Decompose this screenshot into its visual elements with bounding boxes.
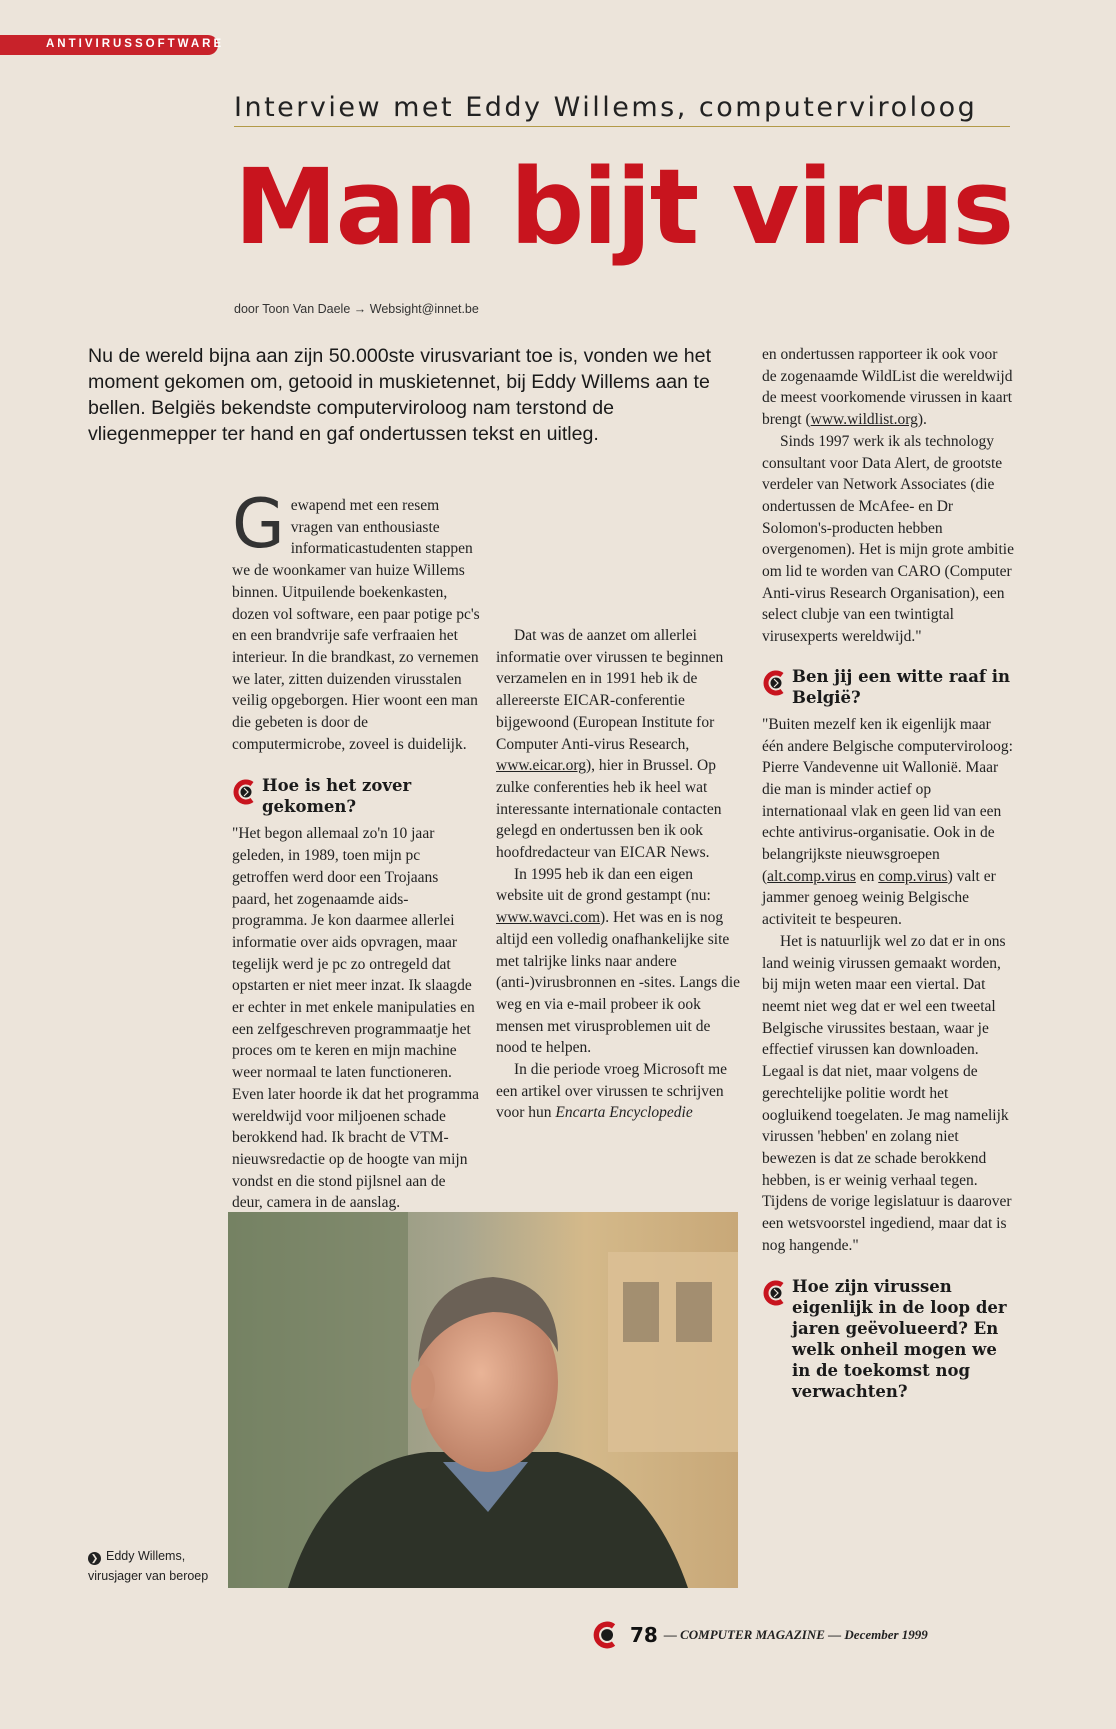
photo-caption: ❯ Eddy Willems, virusjager van beroep bbox=[88, 1549, 209, 1583]
lead-paragraph: Nu de wereld bijna aan zijn 50.000ste virusvariant toe is, vonden we het moment gekomen om, getooid in muskietennet, bij Eddy Willems aan te bellen. Belgiës bekendste computerviroloog nam terstond de vliegenmepper ter hand en gaf ondertussen tekst en uitleg. bbox=[88, 345, 712, 445]
link-eicar[interactable]: www.eicar.org bbox=[496, 757, 586, 775]
kicker-subtitle: Interview met Eddy Willems, computerviroloog bbox=[234, 92, 978, 123]
link-wavci[interactable]: www.wavci.com bbox=[496, 909, 601, 927]
answer-2-paragraph-1: "Buiten mezelf ken ik eigenlijk maar één andere Belgische computerviroloog: Pierre Vandevenne uit Wallonië. Maar die man is minder actief op internationaal vlak en geen lid van een echte antivirus-organisatie. Ook in de belangrijkste nieuwsgroepen (alt.comp.virus en comp.virus) valt er jammer genoeg weinig Belgische activiteit te bespeuren. bbox=[762, 715, 1013, 929]
drop-cap: G bbox=[232, 485, 285, 564]
answer-1-caro-paragraph: Sinds 1997 werk ik als technology consultant voor Data Alert, de grootste verdeler van Network Associates (die ondertussen de McAfee- en Dr Solomon's-producten hebben overgenomen). Het is mijn grote ambitie om lid te worden van CARO (Computer Anti-virus Research Organisation), een select clubje van een twintigtal virusexperts wereldwijd." bbox=[762, 432, 1014, 646]
question-3: Hoe zijn virussen eigenlijk in de loop der jaren geëvolueerd? En welk onheil mogen we in de toekomst nog verwachten? bbox=[762, 1276, 1014, 1402]
red-c-globe-icon bbox=[762, 1280, 788, 1306]
byline-email[interactable]: Websight@innet.be bbox=[369, 302, 479, 316]
portrait-photo bbox=[228, 1212, 738, 1588]
byline-arrow-icon: → bbox=[353, 302, 367, 316]
red-c-globe-icon bbox=[762, 670, 788, 696]
link-comp-virus[interactable]: comp.virus bbox=[878, 867, 948, 885]
column-1 bbox=[232, 485, 480, 1212]
headline: Man bijt virus bbox=[234, 146, 1013, 268]
answer-1-wildlist-paragraph: en ondertussen rapporteer ik ook voor de zogenaamde WildList die wereldwijd de meest voorkomende virussen in kaart brengt (www.wildlist.org). bbox=[762, 346, 1013, 429]
answer-1-paragraph: "Het begon allemaal zo'n 10 jaar geleden, in 1989, toen mijn pc getroffen werd door een Trojaans paard, het zogenaamde aids-programma. Je kon daarmee allerlei informatie over aids opvragen, maar tegelijk werd je pc zo ontregeld dat opstarten er niet meer inzat. Ik slaagde er echter in met enkele manipulaties en een zelfgeschreven programmaatje het proces om te keren en mijn machine weer normaal te laten functioneren. Even later hoorde ik dat het programma wereldwijd voor miljoenen schade berokkend had. Ik bracht de VTM-nieuwsredactie op de hoogte van mijn vondst en die stond pijlsnel aan de deur, camera in de aanslag. bbox=[232, 825, 480, 1212]
intro-paragraph: Gewapend met een resem vragen van enthousiaste informaticastudenten stappen we de woonkamer van huize Willems binnen. Uitpuilende boekenkasten, dozen vol software, een paar potige pc's en een brandvrije safe verfraaien het interieur. In die brandkast, zo vernemen we later, zitten duizenden virusstalen veilig opgeborgen. Hier woont een man die gebeten is door de computermicrobe, zoveel is duidelijk. bbox=[232, 485, 480, 753]
answer-2-paragraph-2: Het is natuurlijk wel zo dat er in ons land weinig virussen gemaakt worden, bij mijn weten maar een viertal. Dat neemt niet weg dat er wel een tweetal Belgische virussites bestaan, waar je effectief virussen kan downloaden. Legaal is dat niet, maar volgens de gerechtelijke politie wordt het oogluikend toegelaten. Je mag namelijk virussen 'hebben' en zolang niet bewezen is dat ze schade berokkend hebben, is er weinig verhaal tegen. Tijdens de vorige legislatuur is daarover een wetsvoorstel ingediend, maar dat is nog hangende." bbox=[762, 932, 1012, 1254]
section-tag: ANTIVIRUSSOFTWARE bbox=[0, 35, 218, 55]
page-number: 78 bbox=[630, 1623, 658, 1647]
question-1: Hoe is het zover gekomen? bbox=[232, 775, 480, 817]
byline bbox=[234, 302, 479, 316]
kicker-rule bbox=[234, 126, 1010, 127]
column-2 bbox=[496, 495, 744, 1125]
answer-1-website-paragraph: In 1995 heb ik dan een eigen website uit de grond gestampt (nu: www.wavci.com). Het was en is nog altijd een volledig onafhankelijke site met talrijke links naar andere (anti-)virusbronnen en -sites. Langs die weg en via e-mail probeer ik ook mensen met virusproblemen uit de nood te helpen. bbox=[496, 865, 741, 1057]
link-alt-comp-virus[interactable]: alt.comp.virus bbox=[767, 867, 856, 885]
question-2: Ben jij een witte raaf in België? bbox=[762, 666, 1014, 708]
magazine-issue: — COMPUTER MAGAZINE — December 1999 bbox=[663, 1627, 928, 1642]
circle-arrow-icon: ❯ bbox=[88, 1552, 101, 1565]
column-3 bbox=[762, 344, 1014, 1408]
page-footer bbox=[592, 1615, 928, 1655]
answer-1-eicar-paragraph: Dat was de aanzet om allerlei informatie over virussen te beginnen verzamelen en in 1991 heb ik de allereerste EICAR-conferentie bijgewoond (European Institute for Computer Anti-virus Research, www.eicar.org), hier in Brussel. Op zulke conferenties heb ik heel wat interessante internationale contacten gelegd en ondertussen ben ik ook hoofdredacteur van EICAR News. bbox=[496, 627, 724, 862]
red-c-globe-icon bbox=[592, 1621, 620, 1649]
red-c-globe-icon bbox=[232, 779, 258, 805]
portrait-illustration bbox=[228, 1212, 738, 1588]
answer-1-microsoft-paragraph: In die periode vroeg Microsoft me een artikel over virussen te schrijven voor hun Encarta Encyclopedie bbox=[496, 1061, 728, 1122]
link-wildlist[interactable]: www.wildlist.org bbox=[810, 411, 918, 429]
byline-author: door Toon Van Daele bbox=[234, 302, 351, 316]
